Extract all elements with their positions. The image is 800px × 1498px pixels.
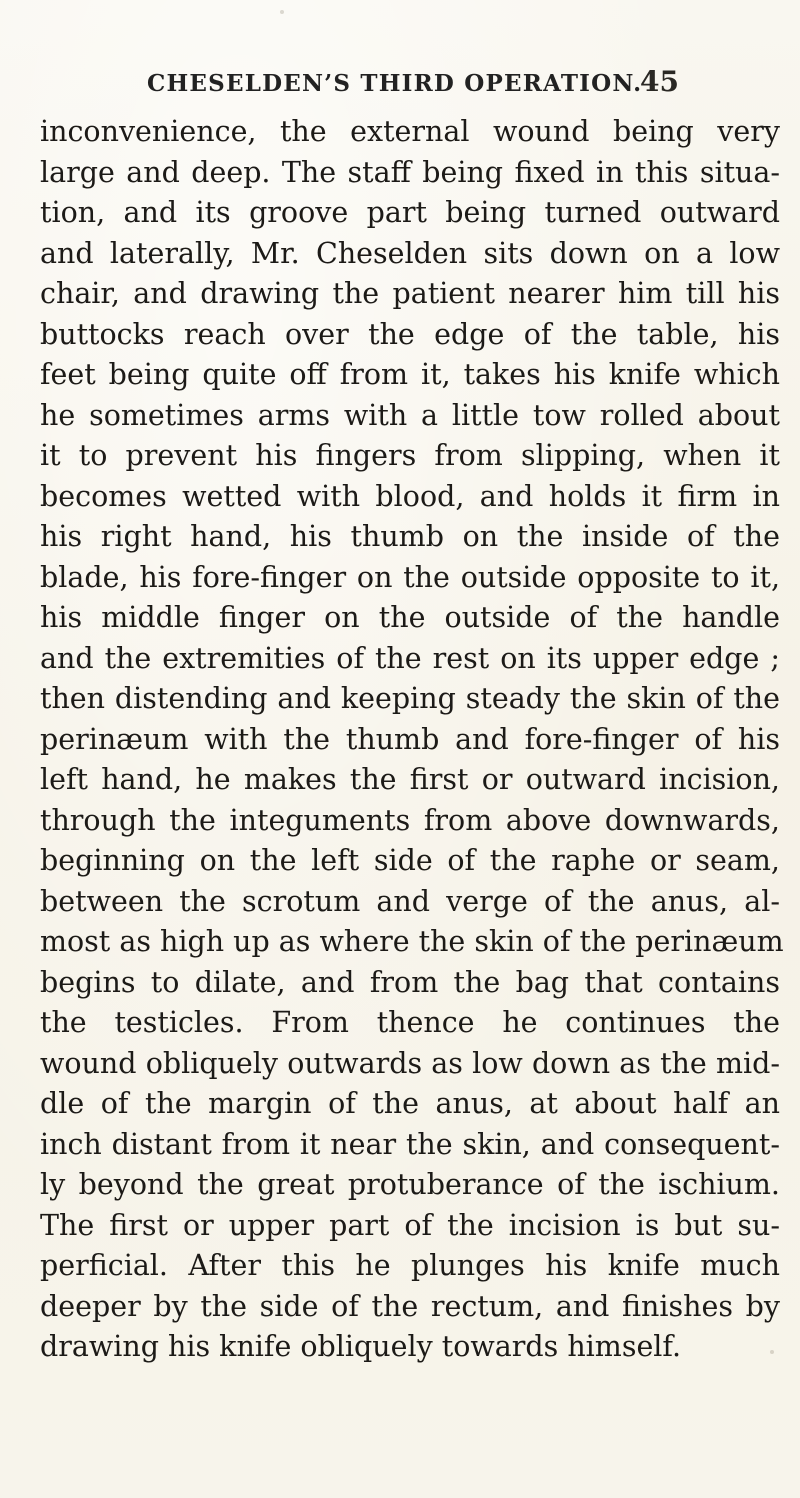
text-line: and laterally, Mr. Cheselden sits down on a low: [40, 236, 780, 270]
text-line: his middle finger on the outside of the handle: [40, 601, 780, 634]
text-line: chair, and drawing the patient nearer him till his: [40, 277, 780, 310]
text-line: through the integuments from above downwards,: [40, 803, 780, 837]
text-line: becomes wetted with blood, and holds it firm in: [40, 479, 780, 513]
text-line: ly beyond the great protuberance of the ischium.: [40, 1168, 780, 1201]
text-line: deeper by the side of the rectum, and finishes by: [40, 1289, 780, 1323]
text-line: left hand, he makes the first or outward incision,: [40, 763, 780, 796]
text-line: most as high up as where the skin of the perinæum: [40, 925, 784, 958]
text-line: he sometimes arms with a little tow rolled about: [40, 398, 780, 432]
text-line: begins to dilate, and from the bag that contains: [40, 965, 780, 999]
text-line: wound obliquely outwards as low down as the mid-: [40, 1046, 780, 1080]
text-line: tion, and its groove part being turned outward: [40, 196, 780, 229]
body-text: [40, 112, 784, 1368]
text-line: it to prevent his fingers from slipping, when it: [40, 439, 780, 472]
text-line: perficial. After this he plunges his knife much: [40, 1249, 780, 1282]
page-number: 45: [640, 65, 679, 98]
text-line: drawing his knife obliquely towards himself.: [40, 1330, 682, 1363]
text-line: then distending and keeping steady the skin of the: [40, 682, 780, 715]
paper-speck: [770, 1350, 774, 1354]
text-line: feet being quite off from it, takes his knife which: [40, 358, 780, 391]
paper-speck: [280, 10, 284, 14]
text-line: his right hand, his thumb on the inside of the: [40, 520, 780, 553]
text-line: large and deep. The staff being fixed in this situa-: [40, 155, 780, 189]
text-line: blade, his fore-finger on the outside opposite to it,: [40, 560, 780, 594]
text-line: buttocks reach over the edge of the table, his: [40, 317, 780, 351]
text-line: The first or upper part of the incision is but su-: [40, 1208, 780, 1242]
text-line: between the scrotum and verge of the anus, al-: [40, 884, 780, 918]
text-line: beginning on the left side of the raphe or seam,: [40, 844, 780, 877]
text-line: and the extremities of the rest on its upper edge ;: [40, 641, 780, 675]
text-line: inch distant from it near the skin, and consequent-: [40, 1127, 780, 1161]
text-line: the testicles. From thence he continues the: [40, 1006, 780, 1039]
running-title: CHESELDEN’S THIRD OPERATION.: [147, 70, 643, 97]
text-line: inconvenience, the external wound being very: [40, 115, 780, 148]
text-line: perinæum with the thumb and fore-finger of his: [40, 722, 780, 756]
text-line: dle of the margin of the anus, at about half an: [40, 1087, 780, 1120]
